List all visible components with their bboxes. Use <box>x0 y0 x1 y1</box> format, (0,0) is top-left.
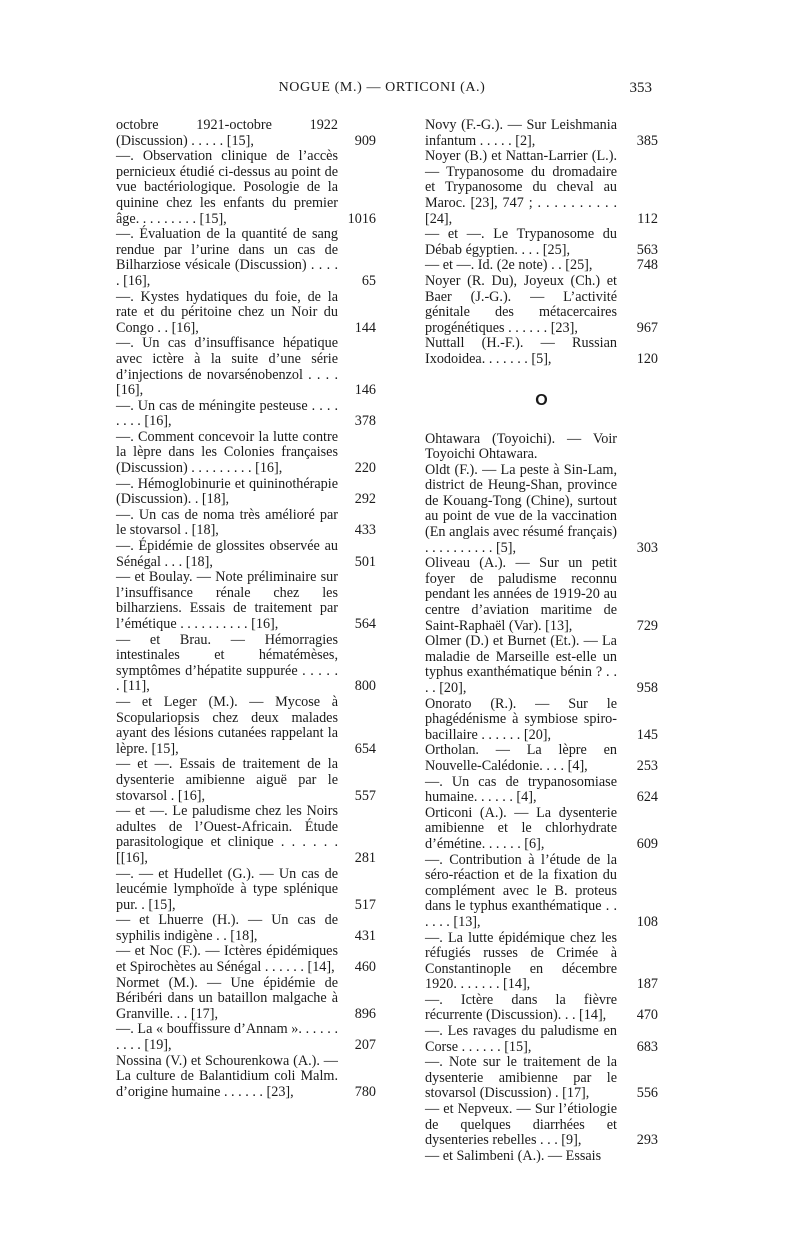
running-head-title: NOGUE (M.) — ORTICONI (A.) <box>278 80 486 95</box>
index-entry <box>425 149 658 227</box>
index-entry-text: — et Nepveux. — Sur l’étiologie de quelques diarrhées et dysenteries rebelles . . . [9], <box>425 1101 617 1149</box>
index-entry <box>425 775 658 806</box>
index-entry-page: 609 <box>636 835 658 852</box>
index-entry-page: 748 <box>636 257 658 274</box>
index-entry-text: —. Un cas de noma très amélioré par le stovarsol . [18], <box>116 506 338 539</box>
index-entry-page: 187 <box>636 976 658 993</box>
index-entry-text: —. Évaluation de la quantité de sang rendue par l’urine dans un cas de Bilharziose vésicale (Discussion) . . . . . [16], <box>116 226 338 289</box>
index-entry-page: 220 <box>354 460 376 477</box>
index-entry <box>116 118 376 149</box>
index-entry-page: 65 <box>361 272 376 289</box>
index-entry <box>116 227 376 289</box>
index-entry <box>116 1022 376 1053</box>
index-entry-text: —. Épidémie de glossites observée au Sénégal . . . [18], <box>116 538 338 570</box>
index-entry <box>425 806 658 853</box>
index-entry-text: — et —. Essais de traitement de la dysenterie amibienne aiguë par le stovarsol . [16], <box>116 756 338 804</box>
index-entry-text: —. Hémoglobinurie et quininothérapie (Discussion). . [18], <box>116 475 338 508</box>
index-entry-text: —. Un cas d’insuffisance hépatique avec ictère à la suite d’une série d’injections de novarsénobenzol . . . . [16], <box>116 335 338 399</box>
index-entry-page: 207 <box>354 1037 376 1054</box>
index-entry <box>425 274 658 336</box>
index-entry-text: Onorato (R.). — Sur le phagédénisme à symbiose spiro-bacillaire . . . . . . [20], <box>425 695 617 743</box>
index-entry-page: 470 <box>636 1007 658 1024</box>
index-entry-text: — et —. Id. (2e note) . . [25], <box>425 257 593 274</box>
index-entry <box>425 463 658 557</box>
index-entry <box>425 931 658 993</box>
index-entry-page: 378 <box>354 413 376 430</box>
index-entry <box>425 1055 658 1102</box>
index-entry-page: 108 <box>636 913 658 930</box>
index-entry-text: Olmer (D.) et Burnet (Et.). — La maladie de Marseille est-elle un typhus exanthématique bénin ? . . . . [20], <box>425 633 617 696</box>
index-entry <box>116 399 376 430</box>
index-entry-page: 144 <box>354 319 376 336</box>
index-entry <box>425 697 658 744</box>
right-column-o-entries <box>425 432 658 1165</box>
index-entry-page: 780 <box>354 1083 376 1100</box>
index-entry <box>116 149 376 227</box>
index-entry-text: —. Ictère dans la fièvre récurrente (Discussion). . . [14], <box>425 991 617 1024</box>
index-entry <box>425 336 658 367</box>
index-entry-text: Noyer (R. Du), Joyeux (Ch.) et Baer (J.-G.). — L’activité génitale des métacercaires progénétiques . . . . . . [23], <box>425 272 617 336</box>
index-entry-text: —. Kystes hydatiques du foie, de la rate et du péritoine chez un Noir du Congo . . [16], <box>116 288 338 336</box>
index-entry <box>425 634 658 696</box>
index-entry <box>425 227 658 258</box>
index-entry-text: —. La « bouffissure d’Annam ». . . . . . . . . . [19], <box>116 1021 338 1054</box>
index-entry-text: —. Un cas de méningite pesteuse . . . . . . . . [16], <box>116 397 338 430</box>
index-entry-text: —. Observation clinique de l’accès pernicieux étudié ci-dessus au point de vue bactériologique. Posologie de la quinine chez les enfants du premier âge. . . . . . . . . [15], <box>116 148 338 227</box>
index-entry-page: 293 <box>636 1132 658 1149</box>
index-entry-page: 557 <box>354 787 376 804</box>
index-entry-page: 729 <box>636 617 658 634</box>
index-entry-text: —. Comment concevoir la lutte contre la lèpre dans les Colonies françaises (Discussion) . . . . . . . . . [16], <box>116 428 338 477</box>
index-entry <box>425 853 658 931</box>
index-entry-page: 281 <box>354 849 376 866</box>
index-entry-page: 563 <box>636 241 658 258</box>
index-entry-text: — et Lhuerre (H.). — Un cas de syphilis indigène . . [18], <box>116 912 338 944</box>
index-entry <box>425 743 658 774</box>
index-entry <box>116 976 376 1023</box>
index-entry-page: 501 <box>354 553 376 570</box>
index-entry-page: 120 <box>636 350 658 367</box>
index-entry-text: — et Leger (M.). — Mycose à Scopulariopsis chez deux malades ayant des lésions cutanées rappelant la lèpre. [15], <box>116 693 338 757</box>
index-entry-page: 385 <box>636 132 658 149</box>
index-entry-page: 564 <box>354 616 376 632</box>
index-entry <box>116 867 376 914</box>
index-entry-page: 909 <box>354 132 376 149</box>
index-entry <box>116 290 376 337</box>
right-column <box>425 118 658 1164</box>
index-entry-text: — et Salimbeni (A.). — Essais <box>425 1147 602 1164</box>
index-entry-text: Ortholan. — La lèpre en Nouvelle-Calédonie. . . . [4], <box>425 742 617 774</box>
index-entry-page: 654 <box>354 740 376 757</box>
index-entry <box>116 477 376 508</box>
index-entry <box>425 118 658 149</box>
index-entry-text: Oldt (F.). — La peste à Sin-Lam, district de Heung-Shan, province de Kouang-Tong (Chine), surtout au point de vue de la vaccination (En anglais avec résumé français) . . . . . . . . . . [5], <box>425 461 617 556</box>
index-entry-text: — et —. Le paludisme chez les Noirs adultes de l’Ouest-Africain. Étude parasitologique et clinique . . . . . . [[16], <box>116 803 338 866</box>
index-entry-page: 1016 <box>347 210 376 227</box>
index-entry-page: 112 <box>637 210 658 227</box>
index-entry-text: —. La lutte épidémique chez les réfugiés russes de Crimée à Constantinople en décembre 1920. . . . . . . [14], <box>425 929 617 993</box>
index-entry <box>425 1149 658 1165</box>
index-entry-text: —. — et Hudellet (G.). — Un cas de leucémie lymphoïde à type splénique pur. . [15], <box>116 865 338 913</box>
index-entry <box>425 432 658 463</box>
index-entry-text: octobre 1921-octobre 1922 (Discussion) . . . . . [15], <box>116 117 338 149</box>
index-entry <box>425 993 658 1024</box>
index-entry <box>116 804 376 866</box>
index-entry-page: 292 <box>354 491 376 508</box>
index-entry <box>116 1054 376 1101</box>
index-entry-text: Noyer (B.) et Nattan-Larrier (L.). — Trypanosome du dromadaire et Trypanosome du cheval au Maroc. [23], 747 ; . . . . . . . . . . [24], <box>425 148 617 227</box>
index-entry-text: — et Boulay. — Note préliminaire sur l’insuffisance rénale chez les bilharziens. Essais de traitement par l’émétique . . . . . . . . . . [16], <box>116 569 338 632</box>
index-entry-page: 958 <box>636 680 658 696</box>
index-entry-text: — et Brau. — Hémorragies intestinales et hématémèses, symptômes d’hépatite suppurée . . . . . . [11], <box>116 631 338 695</box>
index-entry-text: Ohtawara (Toyoichi). — Voir Toyoichi Ohtawara. <box>425 430 617 463</box>
index-entry-text: —. Un cas de trypanosomiase humaine. . . . . . [4], <box>425 773 617 806</box>
index-entry-page: 431 <box>354 927 376 944</box>
index-entry-text: Oliveau (A.). — Sur un petit foyer de paludisme reconnu pendant les années de 1919-20 au centre d’aviation maritime de Saint-Raphaël (Var). [13], <box>425 555 617 634</box>
index-entry <box>116 430 376 477</box>
index-entry-page: 624 <box>636 789 658 806</box>
index-entry-page: 433 <box>354 522 376 539</box>
index-entry-text: Nuttall (H.-F.). — Russian Ixodoidea. . . . . . . [5], <box>425 335 617 367</box>
left-column <box>116 118 376 1100</box>
index-entry <box>116 913 376 944</box>
index-entry <box>425 258 658 274</box>
index-entry-page: 145 <box>636 726 658 743</box>
index-entry-page: 967 <box>636 319 658 336</box>
index-entry-page: 253 <box>636 757 658 774</box>
index-entry <box>116 570 376 632</box>
index-entry-page: 556 <box>636 1085 658 1102</box>
index-entry-text: Normet (M.). — Une épidémie de Béribéri dans un bataillon malgache à Granville. . . [17], <box>116 974 338 1022</box>
index-entry-page: 800 <box>354 678 376 695</box>
index-entry <box>425 1102 658 1149</box>
right-column-n-entries <box>425 118 658 368</box>
index-entry-text: —. Note sur le traitement de la dysenterie amibienne par le stovarsol (Discussion) . [17], <box>425 1054 617 1102</box>
index-entry-page: 303 <box>636 539 658 556</box>
index-entry-page: 517 <box>354 896 376 913</box>
index-entry <box>425 556 658 634</box>
index-entry <box>116 695 376 757</box>
index-entry-text: Orticoni (A.). — La dysenterie amibienne et le chlorhydrate d’émétine. . . . . . [6], <box>425 804 617 852</box>
section-letter: O <box>535 391 548 409</box>
index-entry <box>116 508 376 539</box>
index-entry-page: 896 <box>354 1005 376 1022</box>
index-entry <box>116 757 376 804</box>
index-entry-page: 460 <box>354 959 376 976</box>
index-entry-text: —. Les ravages du paludisme en Corse . . . . . . [15], <box>425 1023 617 1055</box>
index-entry-text: Novy (F.-G.). — Sur Leishmania infantum . . . . . [2], <box>425 117 617 149</box>
index-entry-page: 146 <box>354 382 376 399</box>
index-entry-text: — et Noc (F.). — Ictères épidémiques et Spirochètes au Sénégal . . . . . . [14], <box>116 943 338 976</box>
index-entry <box>116 633 376 695</box>
index-entry <box>116 336 376 398</box>
page-number: 353 <box>629 80 652 96</box>
index-entry-text: —. Contribution à l’étude de la séro-réaction et de la fixation du complément avec le B. proteus dans le typhus exanthématique . . . . . . [13], <box>425 851 617 930</box>
running-header <box>112 80 652 100</box>
index-entry <box>425 1024 658 1055</box>
index-entry <box>116 944 376 975</box>
index-entry <box>116 539 376 570</box>
index-entry-text: — et —. Le Trypanosome du Débab égyptien. . . . [25], <box>425 226 617 258</box>
index-entry-text: Nossina (V.) et Schourenkowa (A.). — La culture de Balantidium coli Malm. d’origine humaine . . . . . . [23], <box>116 1052 338 1100</box>
index-entry-page: 683 <box>636 1038 658 1055</box>
